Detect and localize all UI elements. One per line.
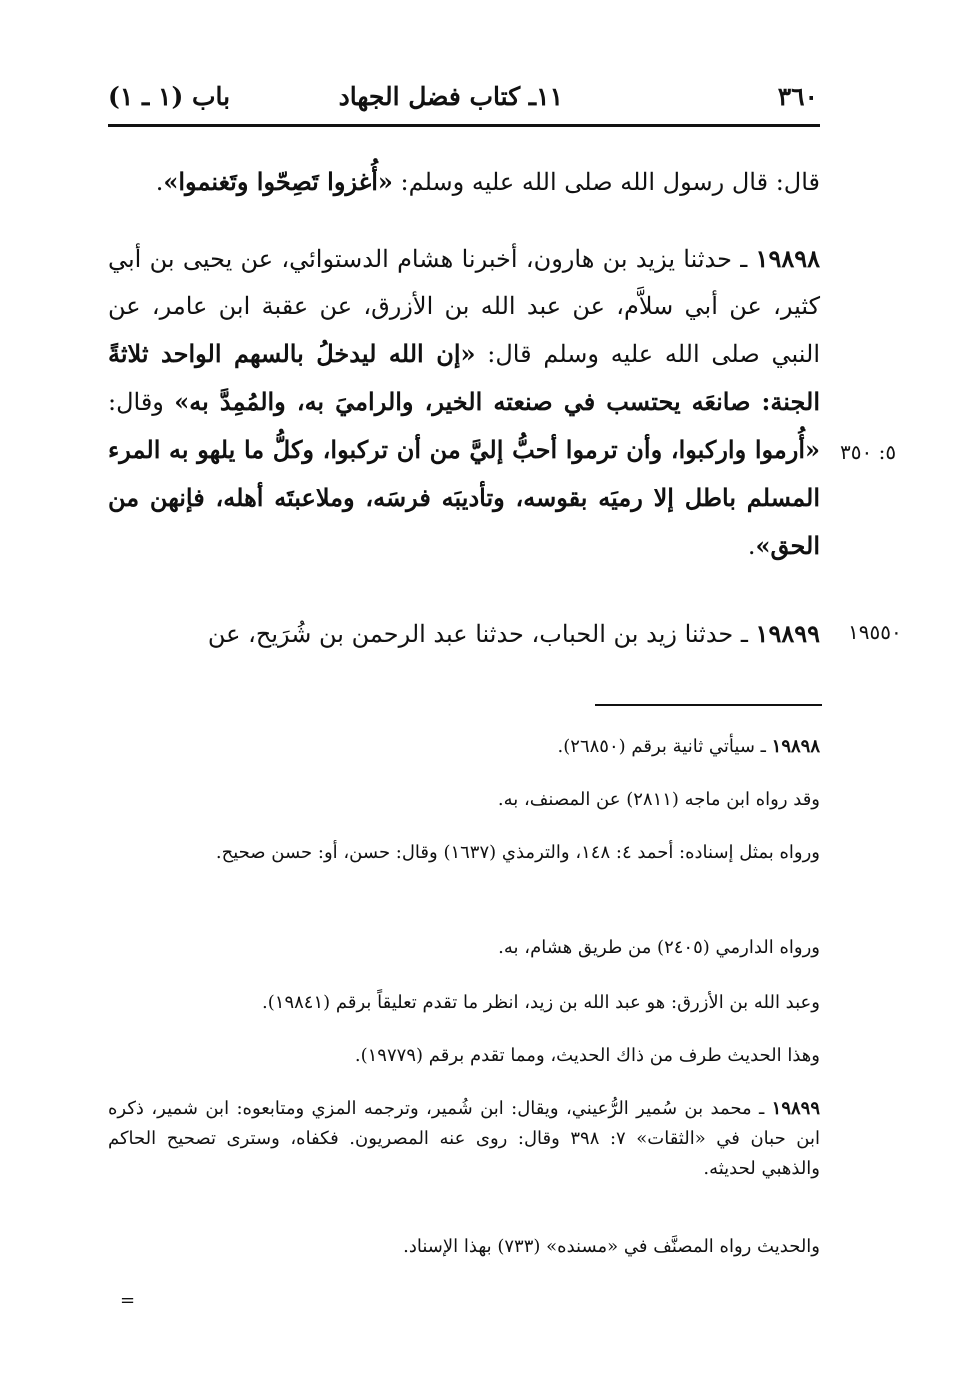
footnote: وقد رواه ابن ماجه (٢٨١١) عن المصنف، به. [497,789,820,810]
footnote: والحديث رواه المصنَّف في «مسنده» (٧٣٣) بهذا الإسناد. [403,1236,820,1257]
hadith-paragraph-19898: ١٩٨٩٨ ـ حدثنا يزيد بن هارون، أخبرنا هشام الدستوائي، عن يحيى بن أبي كثير، عن أبي سلاَّم، عن عبد الله بن الأزرق، عن عقبة ابن عامر، عن النبي صلى الله عليه وسلم قال: «إن الله ليدخلُ بالسهم الواحد ثلاثةً الجنة: صانعَه يحتسب في صنعته الخير، والراميَ به، والمُمِدَّ به» وقال: «أُرموا واركبوا، وأن ترموا أحبُّ إليَّ من أن تركبوا، وكلُّ ما يلهو به المرء المسلم باطل إلا رميَه بقوسه، وتأديبَه فرسَه، وملاعبتَه أهله، فإنهن من الحق». [108,244,820,560]
margin-reference: ١٩٥٥٠ [848,620,902,644]
footnote-number: ١٩٨٩٩ [771,1098,820,1119]
end-mark: = [120,1290,136,1311]
footnote-number: ١٩٨٩٨ [771,736,820,757]
footnote: ١٩٨٩٩ ـ محمد بن سُمير الرُّعيني، ويقال: ابن شُمير، وترجمه المزي ومتابعوه: ابن شمير، ذكره ابن حبان في «الثقات» ٧: ٣٩٨ وقال: روى عنه المصريون. فكفاه، وسترى تصحيح الحاكم والذهبي لحديثه. [108,1098,820,1179]
book-title: ١١ـ كتاب فضل الجهاد [338,82,563,111]
margin-reference: ٥: ٣٥٠ [840,440,897,464]
chapter-label: باب (١ ـ ١) [108,82,231,111]
header-rule [108,124,820,127]
intro-paragraph: قال: قال رسول الله صلى الله عليه وسلم: «أُغزوا تَصِحّوا وتَغنموا». [155,167,820,196]
footnote: وعبد الله بن الأزرق: هو عبد الله بن زيد، انظر ما تقدم تعليقاً برقم (١٩٨٤١). [262,992,820,1013]
running-header [108,82,818,122]
hadith-number: ١٩٨٩٨ [755,244,820,273]
footnote: وهذا الحديث طرف من ذاك الحديث، ومما تقدم برقم (١٩٧٧٩). [354,1045,820,1066]
hadith-quote: «إن الله ليدخلُ بالسهم الواحد ثلاثةً الجنة: صانعَه يحتسب في صنعته الخير، والراميَ به، والمُمِدَّ به» [108,339,820,416]
hadith-quote: «أُغزوا تَصِحّوا وتَغنموا» [163,167,393,196]
footnote-rule [595,704,822,706]
footnote: ١٩٨٩٨ ـ سيأتي ثانية برقم (٢٦٨٥٠). [557,736,820,757]
hadith-paragraph-19899: ١٩٨٩٩ ـ حدثنا زيد بن الحباب، حدثنا عبد الرحمن بن شُرَيح، عن [207,619,820,648]
page-number: ٣٦٠ [777,82,818,111]
footnote: ورواه بمثل إسناده: أحمد ٤: ١٤٨، والترمذي (١٦٣٧) وقال: حسن، أو: حسن صحيح. [215,842,820,863]
hadith-quote: «أُرموا واركبوا، وأن ترموا أحبُّ إليَّ من أن تركبوا، وكلُّ ما يلهو به المرء المسلم باطل إلا رميَه بقوسه، وتأديبَه فرسَه، وملاعبتَه أهله، فإنهن من الحق» [108,435,820,560]
footnote: ورواه الدارمي (٢٤٠٥) من طريق هشام، به. [498,937,820,958]
hadith-number: ١٩٨٩٩ [755,619,820,648]
